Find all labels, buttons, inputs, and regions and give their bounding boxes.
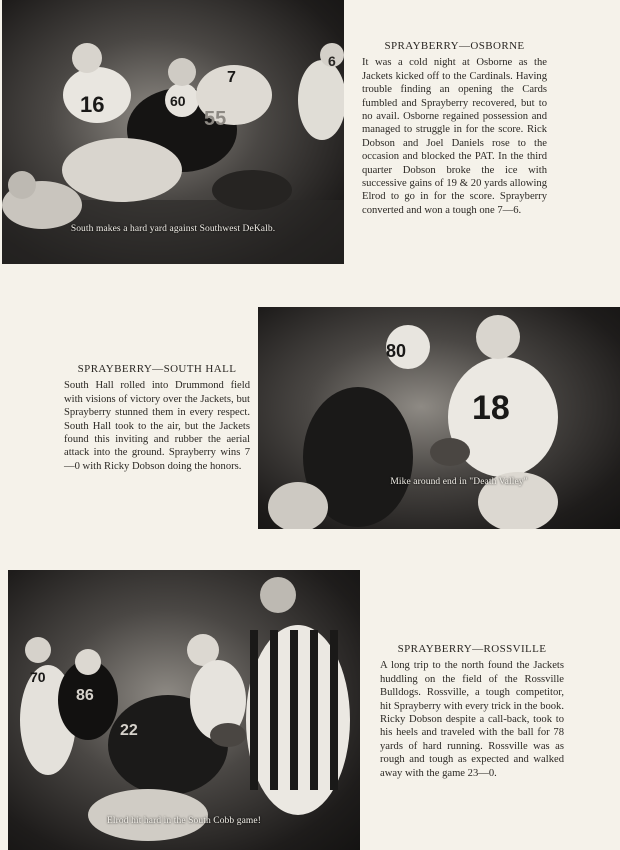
jersey-number: 16 (80, 92, 105, 117)
jersey-number: 18 (472, 389, 510, 427)
story-body: It was a cold night at Osborne as the Jackets kicked off to the Cardinals. Having trouble finding an opening the Cards fumbled and Sprayberry recovered, but to no avail. Osborne regained possession and managed to struggle in for the score. Rick Dobson and Joel Daniels rose to the occasion and blocked the PAT. In the third quarter Dobson broke the ice with successive gains of 19 & 20 yards allowing Elrod to go in for the score. Sprayberry converted and won a tough one 7—6. (362, 57, 547, 216)
jersey-number: 80 (386, 341, 407, 361)
photo-osborne-game (2, 0, 344, 264)
story-south-hall (64, 363, 250, 473)
jersey-number: 22 (120, 722, 138, 739)
story-headline: SPRAYBERRY—SOUTH HALL (77, 363, 237, 375)
story-body: South Hall rolled into Drummond field with visions of victory over the Jackets, but Sprayberry stunned them in every respect. South Hall took to the air, but the Jackets found this inviting and rubber the aerial attack into the ground. Sprayberry wins 7—0 with Ricky Dobson doing the honors. (64, 380, 250, 472)
story-osborne (362, 40, 547, 217)
jersey-number: 6 (328, 53, 336, 69)
jersey-number: 70 (30, 669, 46, 685)
football-players-illustration (8, 570, 360, 850)
football-players-illustration (258, 307, 620, 529)
photo-caption: Elrod hit hard in the South Cobb game! (107, 816, 261, 826)
story-rossville (380, 643, 564, 780)
story-body: A long trip to the north found the Jackets huddling on the field of the Rossville Bulldogs. Rossville, a tough competitor, hit Sprayberry with every trick in the book. Ricky Dobson despite a call-back, took to his heels and traveled with the ball for 78 yards of hard running. Rossville was as rough and tough as expected and walked away with the game 23—0. (380, 660, 564, 779)
story-headline: SPRAYBERRY—ROSSVILLE (397, 643, 547, 655)
jersey-number: 55 (204, 108, 227, 130)
photo-south-hall-game (258, 307, 620, 529)
photo-caption: South makes a hard yard against Southwest DeKalb. (70, 224, 276, 234)
jersey-number: 7 (227, 69, 236, 86)
story-headline: SPRAYBERRY—OSBORNE (384, 40, 525, 52)
jersey-number: 60 (170, 93, 186, 109)
jersey-number: 86 (76, 687, 94, 704)
photo-rossville-game (8, 570, 360, 850)
photo-caption: Mike around end in "Death Valley" (390, 477, 528, 487)
